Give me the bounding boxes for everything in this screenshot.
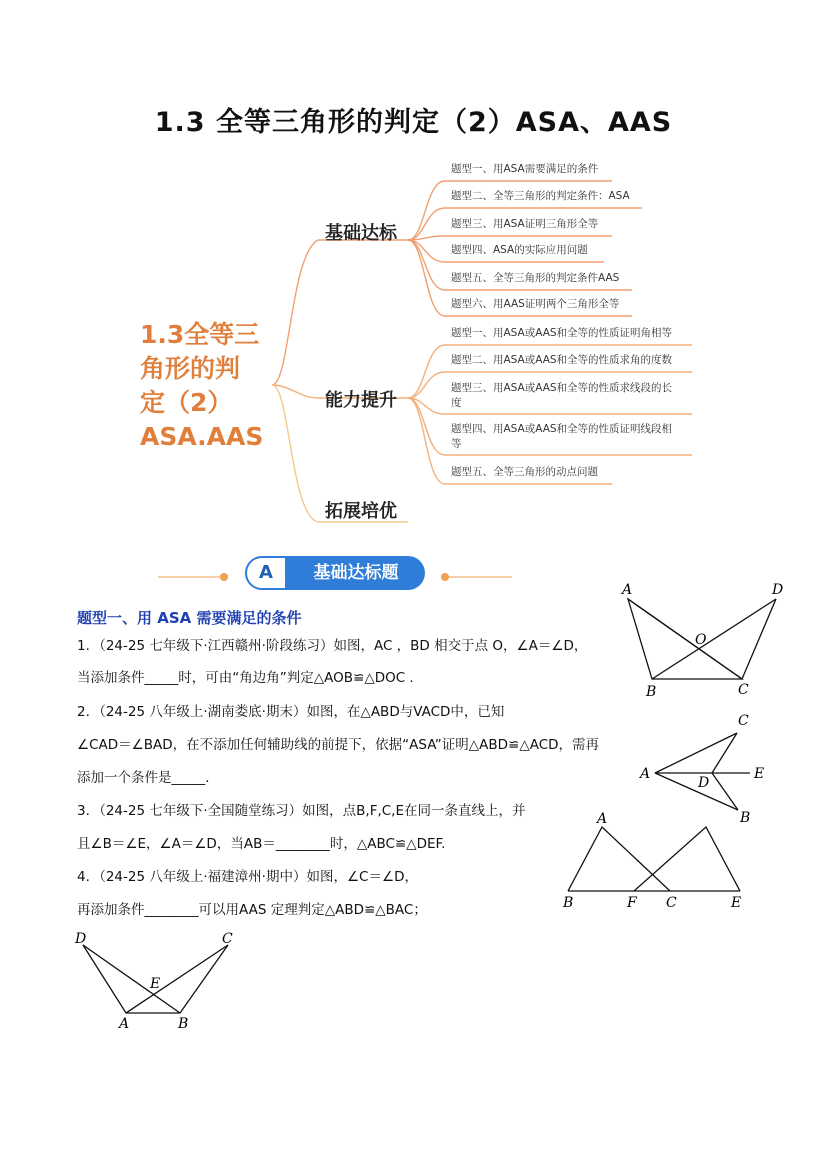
question-4-line-2: 再添加条件________可以用AAS 定理判定△ABD≌△BAC； [77,902,427,918]
mindmap-leaf: 题型四、用ASA或AAS和全等的性质证明线段相 [451,423,673,435]
question-2-line-2: ∠CAD＝∠BAD，在不添加任何辅助线的前提下，依据“ASA”证明△ABD≌△ACD，需再 [77,737,600,753]
mindmap-branch-basic: 基础达标 [325,223,397,244]
fig1-label: A [622,582,633,598]
fig3-label: B [563,895,574,911]
fig3-label: C [666,895,677,911]
fig4-label: D [75,931,87,947]
fig2-label: E [754,766,765,782]
question-1-line-2: 当添加条件_____时，可由“角边角”判定△AOB≌△DOC . [77,670,414,686]
question-1-line-1: 1．（24-25 七年级下·江西赣州·阶段练习）如图，AC ，BD 相交于点 O，∠A＝∠D， [77,638,588,654]
mindmap-leaf: 题型六、用AAS证明两个三角形全等 [451,298,620,310]
fig1-label: C [738,682,749,698]
mindmap-leaf: 度 [451,397,462,409]
fig2-label: B [740,810,751,826]
mindmap-leaf: 题型三、用ASA或AAS和全等的性质求线段的长 [451,382,673,394]
mindmap-leaf: 等 [451,438,462,450]
fig2-label: C [738,713,749,729]
fig1-label: B [646,684,657,700]
question-4-line-1: 4．（24-25 八年级上·福建漳州·期中）如图，∠C＝∠D， [77,869,418,885]
mindmap-leaf: 题型五、全等三角形的判定条件AAS [451,272,620,284]
mindmap-leaf: 题型三、用ASA证明三角形全等 [451,218,599,230]
mindmap-leaf: 题型四、ASA的实际应用问题 [451,244,588,256]
mindmap-leaf: 题型一、用ASA需要满足的条件 [451,163,599,175]
fig3-label: E [731,895,742,911]
fig2-label: A [640,766,651,782]
question-3-line-2: 且∠B＝∠E，∠A＝∠D，当AB＝________时，△ABC≌△DEF. [77,836,446,852]
mindmap-branch-extend: 拓展培优 [325,501,397,522]
question-3-line-1: 3．（24-25 七年级下·全国随堂练习）如图，点B,F,C,E在同一条直线上，并 [77,803,526,819]
question-2-line-3: 添加一个条件是_____. [77,770,210,786]
fig2-label: D [698,775,710,791]
fig4-label: C [222,931,233,947]
page-title: 1.3 全等三角形的判定（2）ASA、AAS [154,107,673,138]
fig3-label: F [627,895,637,911]
fig4-label: E [150,976,161,992]
fig1-label: O [695,632,707,648]
mindmap-leaf: 题型二、用ASA或AAS和全等的性质求角的度数 [451,354,673,366]
fig4-label: A [119,1016,130,1032]
fig1-label: D [772,582,784,598]
fig3-label: A [597,811,608,827]
section-heading: 题型一、用 ASA 需要满足的条件 [77,609,302,627]
question-2-line-1: 2．（24-25 八年级上·湖南娄底·期末）如图，在△ABD与VACD中，已知 [77,704,505,720]
mindmap-leaf: 题型二、全等三角形的判定条件：ASA [451,190,630,202]
mindmap-leaf: 题型一、用ASA或AAS和全等的性质证明角相等 [451,327,673,339]
fig4-label: B [178,1016,189,1032]
mindmap-leaf: 题型五、全等三角形的动点问题 [451,466,598,478]
banner-letter: A [245,556,287,590]
mindmap-branch-advanced: 能力提升 [325,390,397,411]
mindmap-root: 1.3全等三 角形的判 定（2） ASA.AAS [140,320,264,451]
banner-text: 基础达标题 [287,556,425,590]
